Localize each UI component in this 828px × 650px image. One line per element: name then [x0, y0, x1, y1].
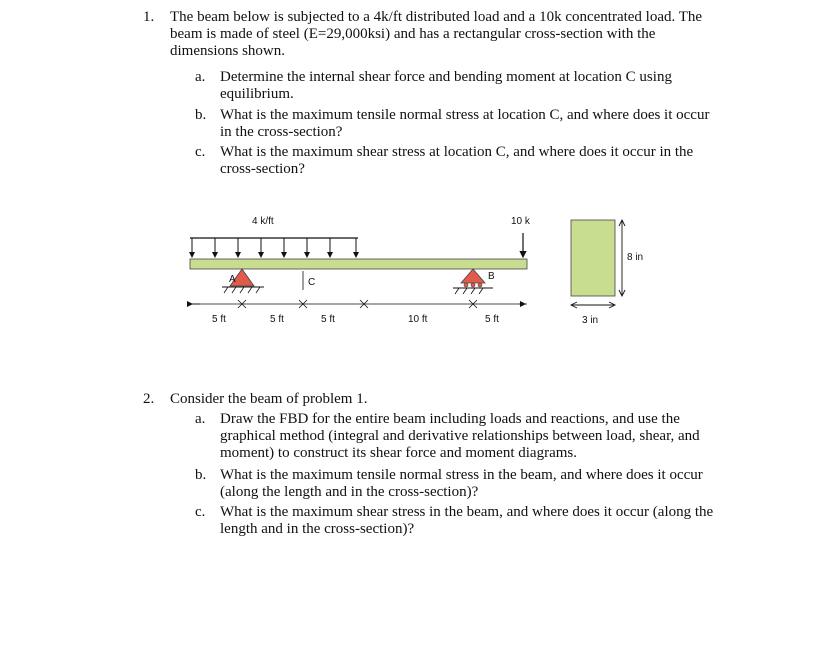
support-b-label: B [488, 271, 495, 282]
problem-2b-text: What is the maximum tensile normal stress in the beam, and where does it occur (along the length and in the cross-section)? [220, 467, 703, 500]
dim-label-1: 5 ft [212, 314, 226, 325]
beam [190, 259, 527, 269]
problem-1b-label: b. [195, 107, 207, 123]
point-c-label: C [308, 277, 316, 288]
problem-1-intro: The beam below is subjected to a 4k/ft distributed load and a 10k concentrated load. The beam is made of steel (E=29,000ksi) and has a rectangular cross-section with the dimensions shown. [170, 9, 703, 59]
problem-1a-text: Determine the internal shear force and bending moment at location C using equilibrium. [220, 69, 672, 102]
problem-2-number: 2. [143, 391, 155, 407]
dimension-line [190, 300, 527, 308]
problem-2a-text: Draw the FBD for the entire beam including loads and reactions, and use the graphical method (integral and derivative relationships between load, shear, and moment) to construct its shear force and moment diagrams. [220, 411, 700, 461]
problem-1b-text: What is the maximum tensile normal stress at location C, and where does it occur in the cross-section? [220, 107, 710, 140]
section-width-label: 3 in [582, 315, 599, 326]
support-a-label: A [229, 274, 236, 285]
problem-1c-text: What is the maximum shear stress at location C, and where does it occur in the cross-section? [220, 144, 694, 177]
problem-2c-text: What is the maximum shear stress in the beam, and where does it occur (along the length and in the cross-section)? [220, 504, 714, 537]
problem-2a-label: a. [195, 411, 206, 427]
beam-figure [180, 208, 644, 338]
dim-label-4: 10 ft [408, 314, 428, 325]
problem-1a-label: a. [195, 69, 206, 85]
support-b [453, 269, 493, 294]
dim-label-2: 5 ft [270, 314, 284, 325]
cross-section [571, 220, 615, 296]
dim-label-5: 5 ft [485, 314, 499, 325]
distributed-load [190, 238, 358, 257]
problem-1c-label: c. [195, 144, 206, 160]
problem-1-number: 1. [143, 9, 155, 25]
dim-label-3: 5 ft [321, 314, 335, 325]
problem-2c-label: c. [195, 504, 206, 520]
distributed-load-label: 4 k/ft [252, 216, 274, 227]
point-load-label: 10 k [511, 216, 530, 227]
section-height-label: 8 in [627, 252, 644, 263]
problem-2-intro: Consider the beam of problem 1. [170, 391, 368, 407]
problem-2b-label: b. [195, 467, 207, 483]
